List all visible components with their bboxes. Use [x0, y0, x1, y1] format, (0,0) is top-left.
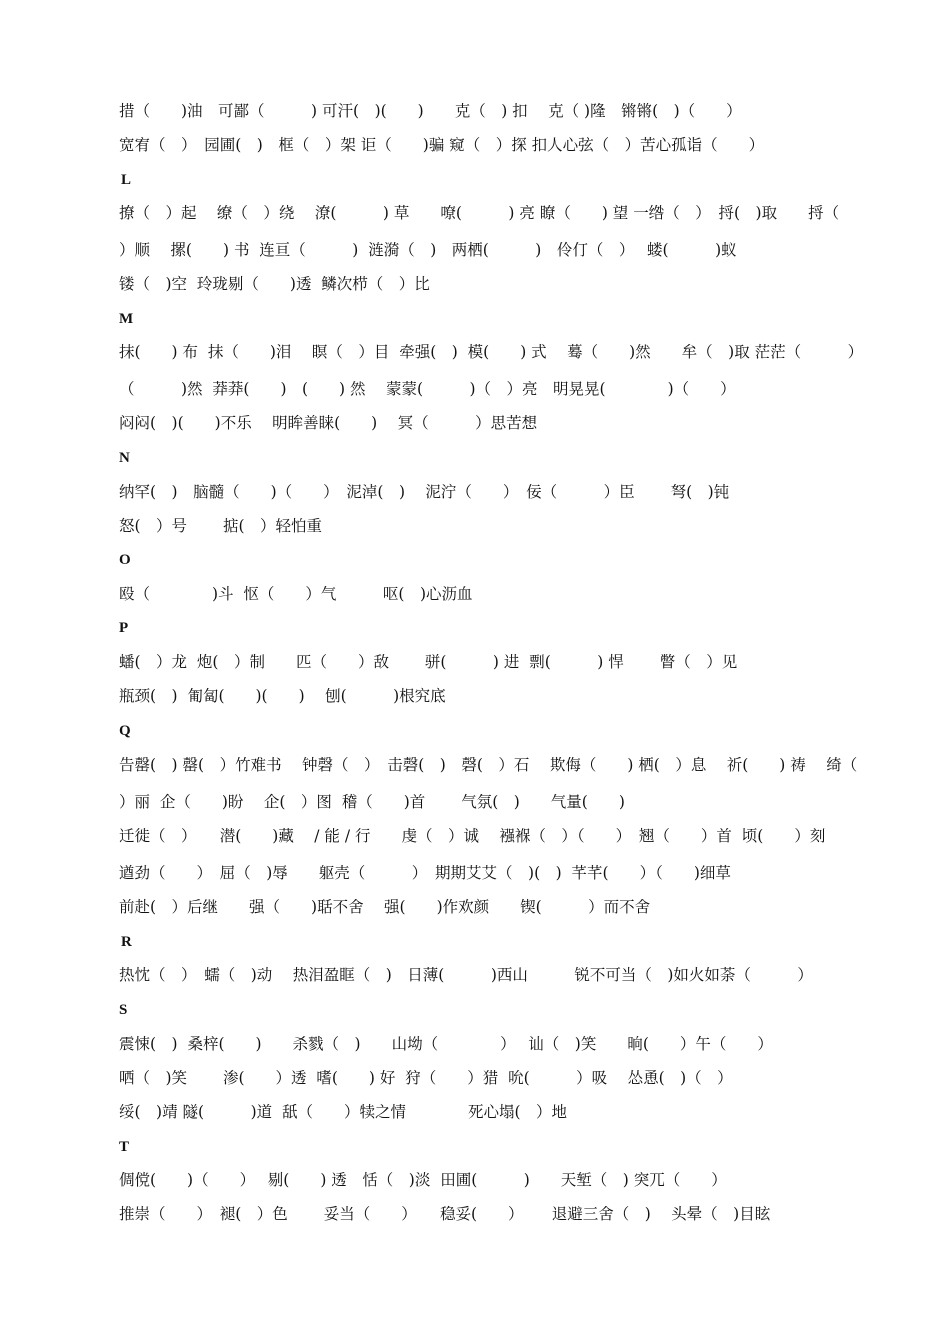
- text-line: 镂（ )空 玲珑剔（ )透 鳞次栉（ ）比: [119, 275, 430, 293]
- text-line: 哂（ )笑 渗( ）透 嗜( ) 好 狩（ ）猎 吮( ）吸 怂恿( )（ ）: [119, 1069, 733, 1087]
- text-line: 抹( ) 布 抹（ )泪 瞑（ ）目 牵强( ) 模( ) 式 蓦（ )然 牟（ )取 茫茫（ ）: [119, 343, 864, 361]
- text-line: ）顺 摞( ) 书 连亘（ ) 涟漪（ ) 两栖( ) 伶仃（ ） 蝼( )蚁: [119, 241, 737, 259]
- text-line: 蟠( ）龙 炮( ）制 匹（ ）敌 骈( ) 进 剽( ) 悍 瞥（ ）见: [119, 653, 738, 671]
- text-line: 前赴( ）后继 强（ )聒不舍 强( )作欢颜 锲( ）而不舍: [119, 898, 651, 916]
- text-line: 遒劲（ ） 屈（ )辱 躯壳（ ） 期期艾艾（ )( ) 芊芊( ）（ )细草: [119, 864, 731, 882]
- text-line: 倜傥( )（ ） 剔( ) 透 恬（ )淡 田圃( ) 天堑（ ) 突兀（ ）: [119, 1171, 727, 1189]
- section-letter: S: [119, 1002, 128, 1018]
- text-line: 闷闷( )( )不乐 明眸善睐( ) 冥（ ）思苦想: [119, 414, 538, 432]
- text-line: 殴（ )斗 怄（ ）气 呕( )心沥血: [119, 585, 473, 603]
- section-letter: R: [121, 934, 132, 950]
- text-line: 迁徙（ ） 潜( )藏 / 能 / 行 虔（ ）诚 襁褓（ ）（ ） 翘（ ）首 顷( ）刻: [119, 827, 826, 845]
- text-line: 推崇（ ） 褪( ）色 妥当（ ） 稳妥( ） 退避三舍（ ) 头晕（ )目眩: [119, 1205, 771, 1223]
- text-line: 怒( ）号 掂( ）轻怕重: [119, 517, 323, 535]
- section-letter: P: [119, 620, 129, 636]
- text-line: 震悚( ) 桑梓( ) 杀戮（ ) 山坳（ ） 讪（ )笑 晌( ）午（ ）: [119, 1035, 773, 1053]
- section-letter: L: [121, 172, 132, 188]
- text-line: 告罄( ) 罄( ）竹难书 钟磬（ ） 击磬( ) 磬( ）石 欺侮（ ) 栖( ）息 祈( ) 祷 绮（: [119, 756, 858, 774]
- text-line: 措（ )油 可鄙（ ) 可汗( )( ) 克（ ) 扣 克（ )隆 锵锵( )（ ）: [119, 102, 742, 120]
- text-line: （ )然 莽莽( ) ( ) 然 蒙蒙( )（ ）亮 明晃晃( )（ ）: [119, 380, 736, 398]
- text-line: 瓶颈( ) 匍匐( )( ) 刨( )根究底: [119, 687, 446, 705]
- text-line: 宽宥（ ） 园圃( ) 框（ ）架 讵（ )骗 窥（ ）探 扣人心弦（ ）苦心孤诣（ ）: [119, 136, 765, 154]
- text-line: 纳罕( ) 脑髓（ )（ ） 泥淖( ) 泥泞（ ） 佞（ ）臣 弩( )钝: [119, 483, 730, 501]
- text-line: 热忱（ ） 蠕（ )动 热泪盈眶（ ) 日薄( )西山 锐不可当（ )如火如荼（ ）: [119, 966, 813, 984]
- text-line: ）丽 企（ )盼 企( ）图 稽（ )首 气氛( ) 气量( ): [119, 793, 625, 811]
- section-letter: O: [119, 552, 131, 568]
- text-line: 绥( )靖 隧( )道 舐（ ）犊之情 死心塌( ）地: [119, 1103, 568, 1121]
- section-letter: Q: [119, 723, 131, 739]
- section-letter: N: [119, 450, 130, 466]
- section-letter: M: [119, 311, 134, 327]
- section-letter: T: [119, 1139, 130, 1155]
- text-line: 撩（ ）起 缭（ ）绕 潦( ) 草 嘹( ) 亮 瞭（ ) 望 一绺（ ） 捋( )取 捋（: [119, 204, 840, 222]
